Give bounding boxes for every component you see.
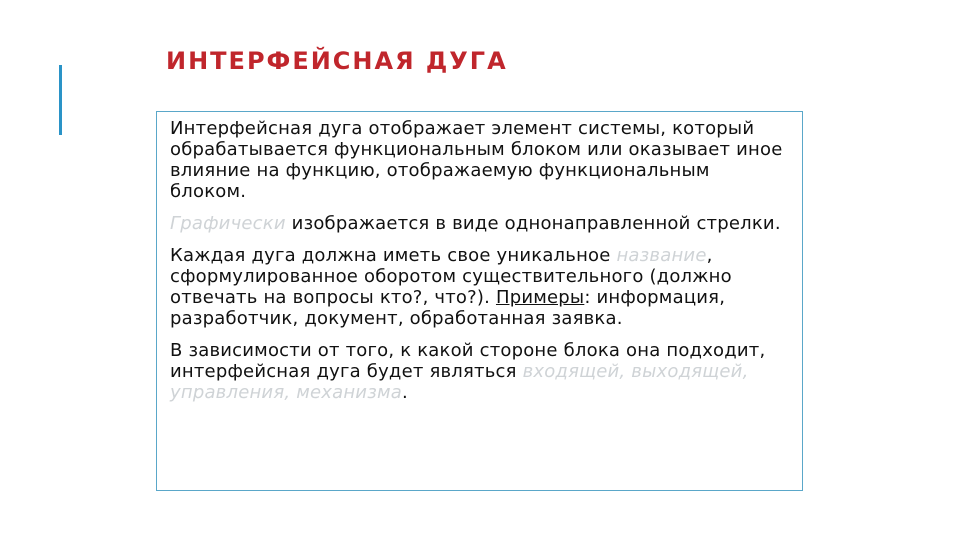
types-text-before: В зависимости от того, к какой стороне блока она подходит, интерфейсная дуга будет являться xyxy=(170,340,766,382)
graphics-term: Графически xyxy=(170,213,286,234)
naming-term: название xyxy=(616,245,707,266)
paragraph-types xyxy=(170,340,790,403)
paragraph-graphics xyxy=(170,213,790,234)
definition-text: Интерфейсная дуга отображает элемент системы, который обрабатывается функциональным блоком или оказывает иное влияние на функцию, отображаемую функциональным блоком. xyxy=(170,118,783,202)
accent-bar xyxy=(59,65,62,135)
paragraph-definition xyxy=(170,118,790,202)
graphics-text: изображается в виде однонаправленной стрелки. xyxy=(285,213,781,234)
examples-link[interactable]: Примеры xyxy=(495,287,585,308)
types-terms: входящей, выходящей, управления, механизма xyxy=(170,361,749,403)
types-text-after: . xyxy=(402,382,408,403)
paragraph-naming xyxy=(170,245,790,329)
naming-text-middle: , сформулированное оборотом существительного (должно отвечать на вопросы кто?, что?). xyxy=(170,245,732,308)
naming-text-after: : информация, разработчик, документ, обработанная заявка. xyxy=(170,287,726,329)
naming-text-before: Каждая дуга должна иметь свое уникальное xyxy=(170,245,617,266)
content-box xyxy=(156,111,803,491)
slide-title: ИНТЕРФЕЙСНАЯ ДУГА xyxy=(166,47,508,75)
